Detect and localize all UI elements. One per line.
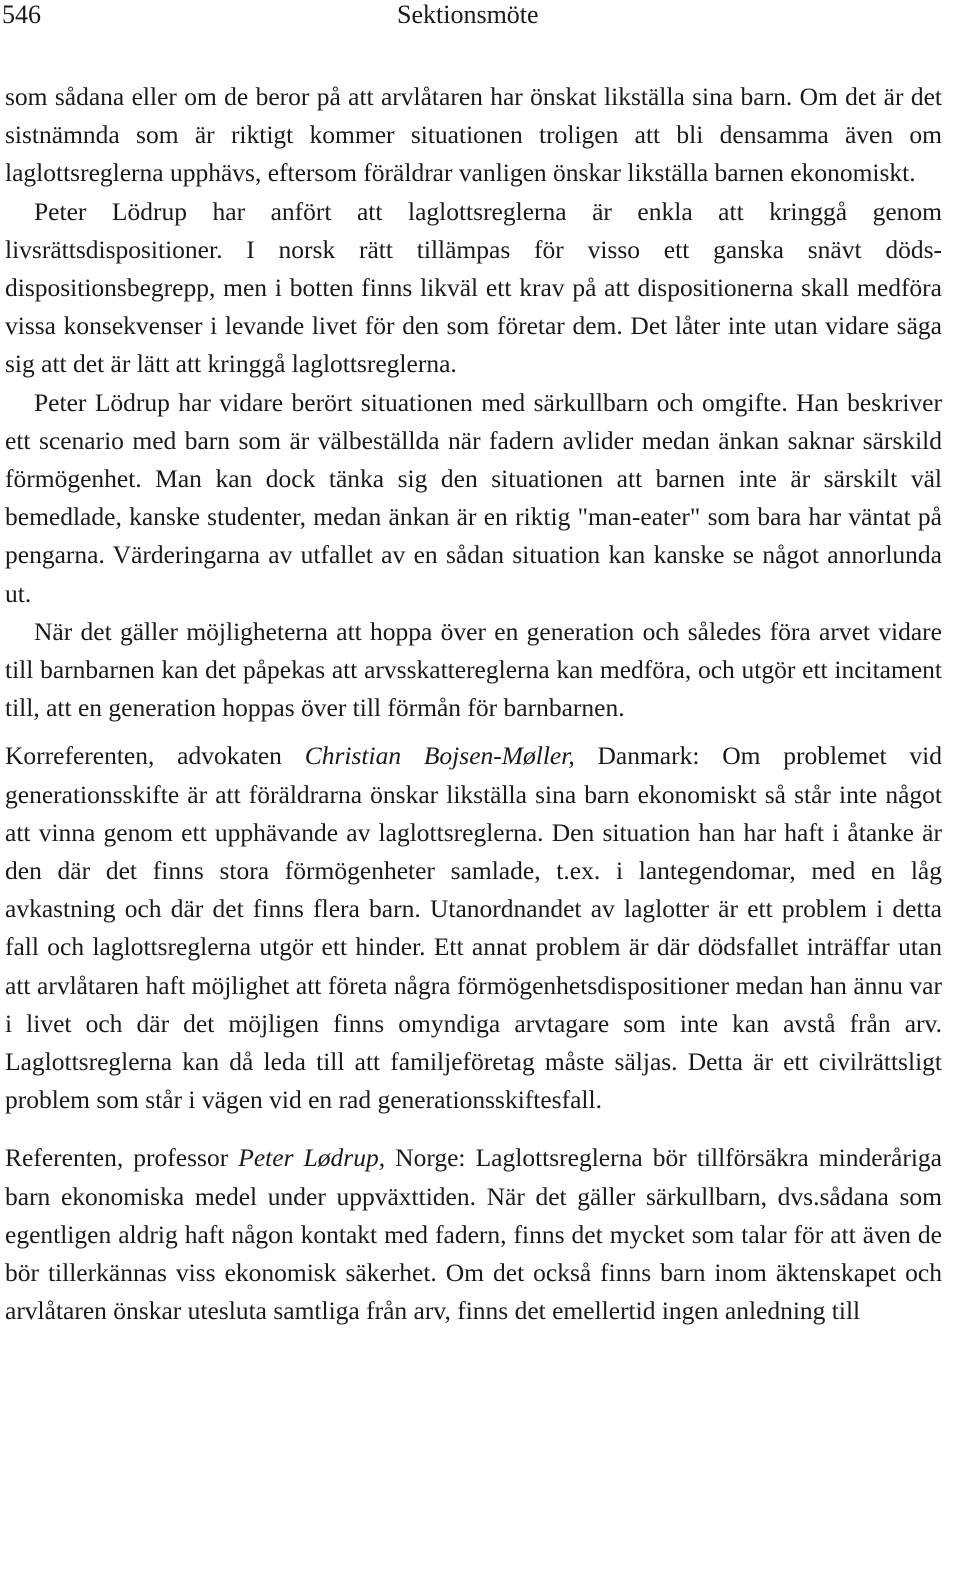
korreferent-paragraph [5, 737, 942, 1119]
paragraph-3: Peter Lödrup har vidare berört situationen med särkullbarn och omgifte. Han beskriver ett scenario med barn som är välbeställda när fadern avlider medan änkan saknar särskild förmögenhet. Man kan dock tänka sig den situationen att barnen inte är särskilt väl bemedlade, kanske studenter, medan änkan är en riktig "man-eater" som bara har väntat på pengarna. Värderingarna av utfallet av en sådan situation kan kanske se något annorlunda ut. [5, 387, 942, 608]
paragraph-2: Peter Lödrup har anfört att laglottsreglerna är enkla att kringgå genom livsrättsdispositioner. I norsk rätt tillämpas för visso ett ganska snävt dödsdispositionsbegrepp, men i botten finns likväl ett krav på att dispositionerna skall medföra vissa konsekvenser i levande livet för den som företar dem. Det låter inte utan vidare säga sig att det är lätt att kringgå laglottsreglerna. [5, 196, 942, 379]
paragraph-4: När det gäller möjligheterna att hoppa över en generation och således föra arvet vidare till barnbarnen kan det påpekas att arvsskattereglerna kan medföra, och utgör ett incitament till, att en generation hoppas över till förmån för barnbarnen. [5, 616, 942, 723]
paragraph-1: som sådana eller om de beror på att arvlåtaren har önskat likställa sina barn. Om det är det sistnämnda som är riktigt kommer situationen troligen att bli densamma även om laglottsreglerna upphävs, eftersom föräldrar vanligen önskar likställa barnen ekonomiskt. [5, 82, 942, 188]
speaker-statement: Danmark: Om problemet vid generationsskifte är att föräldrarna önskar likställa sina barn ekonomiskt så står inte något att vinna genom ett upphävande av laglottsreglerna. Den situation han har haft i åtanke är den där det finns stora förmögenheter samlade, t.ex. i lantegendomar, med en låg avkastning och där det finns flera barn. Utanordnandet av laglotter är ett problem i detta fall och laglottsreglerna utgör ett hinder. Ett annat problem är där dödsfallet inträffar utan att arvlåtaren haft möjlighet att företa några förmögenhetsdispositioner medan han ännu var i livet och där det möjligen finns omyndiga arvtagare som inte kan avstå från arv. Laglottsreglerna kan då leda till att familjeföretag måste säljas. Detta är ett civilrättsligt problem som står i vägen vid en rad generationsskiftesfall. [5, 741, 942, 1115]
body-text [5, 78, 942, 1331]
speaker-name: Peter Lødrup, [238, 1143, 386, 1173]
speaker-intro: Referenten, professor [5, 1143, 239, 1173]
page-number: 546 [2, 0, 41, 29]
referent-paragraph [5, 1139, 942, 1330]
running-header [0, 0, 960, 32]
speaker-name: Christian Bojsen-Møller, [304, 741, 575, 771]
running-title: Sektionsmöte [397, 0, 539, 29]
speaker-intro: Korreferenten, advokaten [5, 741, 305, 771]
speaker-statement: Norge: Laglottsreglerna bör tillförsäkra minderåriga barn ekonomiska medel under uppväxttiden. När det gäller särkullbarn, dvs.sådana som egentligen aldrig haft någon kontakt med fadern, finns det mycket som talar för att även de bör tillerkännas viss ekonomisk säkerhet. Om det också finns barn inom äktenskapet och arvlåtaren önskar utesluta samtliga från arv, finns det emellertid ingen anledning till [5, 1143, 942, 1326]
